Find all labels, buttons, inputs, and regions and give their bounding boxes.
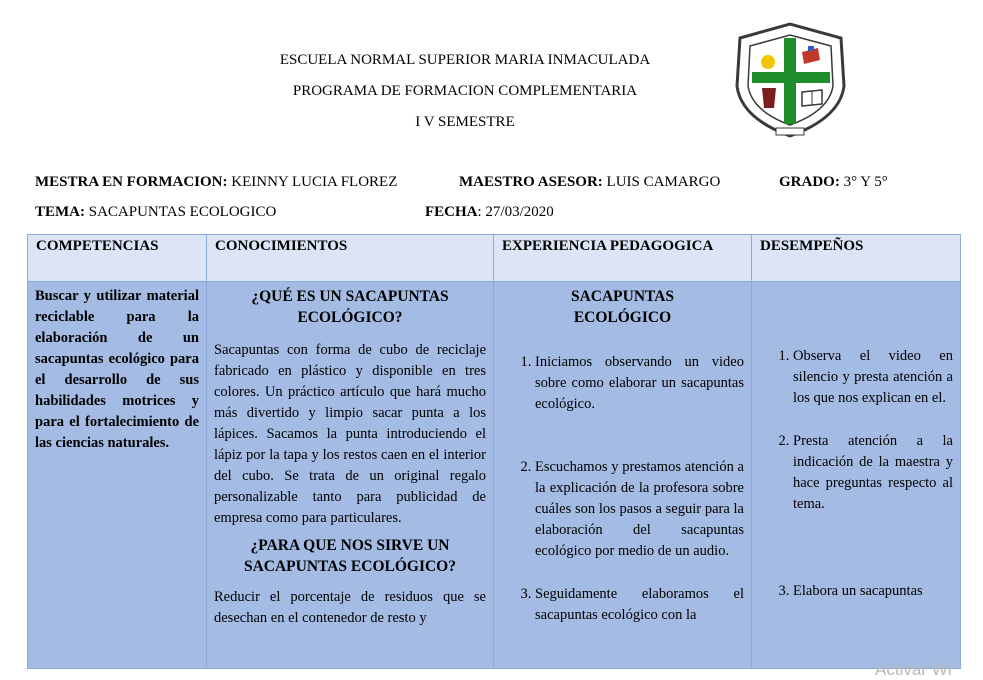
advisor-value: LUIS CAMARGO bbox=[606, 174, 721, 190]
list-item: 2. Presta atención a la indicación de la maestra y hace preguntas respecto al tema. bbox=[793, 431, 953, 515]
topic-line bbox=[35, 204, 276, 221]
advisor-line bbox=[459, 174, 720, 191]
cell-competencias bbox=[28, 282, 207, 669]
list-item: 1. Observa el video en silencio y presta atención a los que nos explican en el. bbox=[793, 346, 953, 409]
list-item: 3. Elabora un sacapuntas bbox=[793, 581, 953, 602]
conocimientos-paragraph-1: Sacapuntas con forma de cubo de reciclaje fabricado en plástico y disponible en tres colores. Un práctico artículo que hará mucho más divertido y limpio sacar punta a los lápices. Sacamos la punta introduciendo el lápiz por la tapa y los restos caen en el interior del cubo. Se trata de un original regalo personalizable tanto para publicidad de empresa como para particulares. bbox=[214, 342, 486, 526]
table-row bbox=[28, 282, 961, 669]
trainee-label: MESTRA EN FORMACION: bbox=[35, 174, 228, 190]
header-experiencia: EXPERIENCIA PEDAGOGICA bbox=[494, 235, 752, 282]
date-value: : 27/03/2020 bbox=[477, 204, 554, 220]
topic-value: SACAPUNTAS ECOLOGICO bbox=[88, 204, 277, 220]
grade-value: 3° Y 5° bbox=[843, 174, 888, 190]
lesson-plan-table bbox=[27, 234, 961, 669]
cell-experiencia bbox=[494, 282, 752, 669]
grade-line bbox=[779, 174, 888, 191]
list-item: 2. Escuchamos y prestamos atención a la explicación de la profesora sobre cuáles son los pasos a seguir para la elaboración del sacapuntas ecológico por medio de un audio. bbox=[535, 457, 744, 562]
activation-watermark: Activar Wi bbox=[875, 660, 952, 679]
document-header bbox=[0, 0, 983, 160]
header-competencias: COMPETENCIAS bbox=[28, 235, 207, 282]
date-line bbox=[425, 204, 554, 221]
school-name: ESCUELA NORMAL SUPERIOR MARIA INMACULADA bbox=[279, 52, 651, 68]
conocimientos-title-1: ¿QUÉ ES UN SACAPUNTAS ECOLÓGICO? bbox=[251, 288, 449, 326]
school-crest-logo bbox=[728, 16, 853, 141]
header-desempenos: DESEMPEÑOS bbox=[752, 235, 961, 282]
topic-label: TEMA: bbox=[35, 204, 85, 220]
conocimientos-title-2: ¿PARA QUE NOS SIRVE UN SACAPUNTAS ECOLÓGICO? bbox=[243, 537, 456, 575]
cell-desempenos bbox=[752, 282, 961, 669]
date-label: FECHA bbox=[425, 204, 478, 220]
list-item: 3. Seguidamente elaboramos el sacapuntas ecológico con la bbox=[535, 584, 744, 626]
header-conocimientos: CONOCIMIENTOS bbox=[207, 235, 494, 282]
program-name: PROGRAMA DE FORMACION COMPLEMENTARIA bbox=[292, 83, 638, 99]
competencias-text: Buscar y utilizar material reciclable para la elaboración de un sacapuntas ecológico para el desarrollo de sus habilidades motrices y para el fortalecimiento de las ciencias naturales. bbox=[35, 288, 199, 451]
conocimientos-paragraph-2: Reducir el porcentaje de residuos que se desechan en el contenedor de resto y bbox=[214, 589, 486, 626]
trainee-line bbox=[35, 174, 397, 191]
semester: I V SEMESTRE bbox=[415, 114, 515, 130]
experiencia-title: SACAPUNTAS ECOLÓGICO bbox=[570, 288, 675, 326]
trainee-value: KEINNY LUCIA FLOREZ bbox=[231, 174, 398, 190]
table-header-row bbox=[28, 235, 961, 282]
cell-conocimientos bbox=[207, 282, 494, 669]
list-item: 1. Iniciamos observando un video sobre como elaborar un sacapuntas ecológico. bbox=[535, 352, 744, 415]
advisor-label: MAESTRO ASESOR: bbox=[459, 174, 603, 190]
grade-label: GRADO: bbox=[779, 174, 840, 190]
